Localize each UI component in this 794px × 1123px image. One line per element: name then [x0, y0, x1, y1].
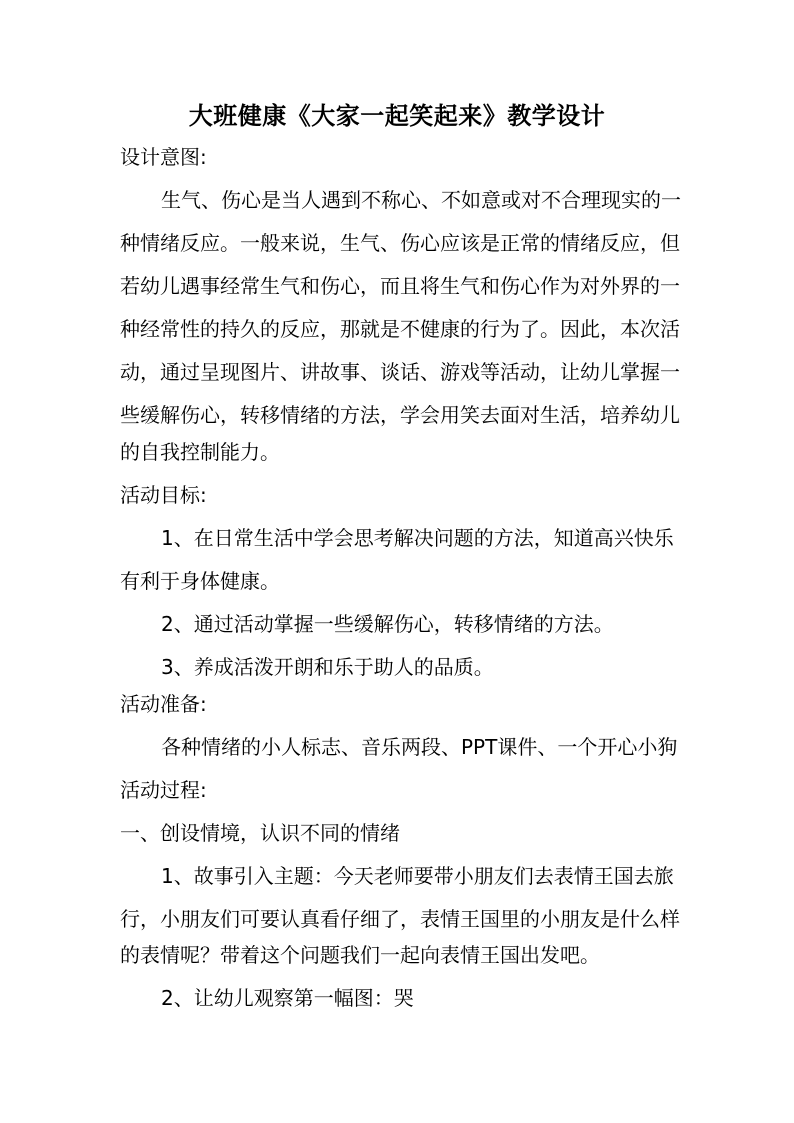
section-heading-preparation: 活动准备: — [120, 692, 207, 716]
goal-item-1: 1、在日常生活中学会思考解决问题的方法，知道高兴快乐 — [161, 526, 674, 550]
paragraph-line: 的自我控制能力。 — [120, 440, 280, 464]
paragraph-line: 动，通过呈现图片、讲故事、谈话、游戏等活动，让幼儿掌握一 — [120, 360, 680, 384]
paragraph-line: 2、让幼儿观察第一幅图：哭 — [161, 986, 414, 1010]
paragraph-line: 种经常性的持久的反应，那就是不健康的行为了。因此，本次活 — [120, 317, 680, 341]
section-heading-process: 活动过程: — [120, 778, 207, 802]
process-step-1-heading: 一、创设情境，认识不同的情绪 — [120, 821, 400, 845]
paragraph-line: 种情绪反应。一般来说，生气、伤心应该是正常的情绪反应，但 — [120, 231, 680, 255]
goal-item-3: 3、养成活泼开朗和乐于助人的品质。 — [161, 655, 494, 679]
document-title: 大班健康《大家一起笑起来》教学设计 — [188, 102, 606, 130]
paragraph-line: 生气、伤心是当人遇到不称心、不如意或对不合理现实的一 — [161, 188, 681, 212]
paragraph-line: 若幼儿遇事经常生气和伤心，而且将生气和伤心作为对外界的一 — [120, 274, 680, 298]
paragraph-line: 1、故事引入主题：今天老师要带小朋友们去表情王国去旅 — [161, 864, 674, 888]
goal-item-1-cont: 有利于身体健康。 — [120, 569, 280, 593]
paragraph-line: 行，小朋友们可要认真看仔细了，表情王国里的小朋友是什么样 — [120, 907, 680, 931]
preparation-text: 各种情绪的小人标志、音乐两段、PPT课件、一个开心小狗 — [161, 735, 678, 759]
section-heading-goals: 活动目标: — [120, 483, 207, 507]
goal-item-2: 2、通过活动掌握一些缓解伤心，转移情绪的方法。 — [161, 612, 614, 636]
paragraph-line: 的表情呢？带着这个问题我们一起向表情王国出发吧。 — [120, 943, 600, 967]
section-heading-design-intent: 设计意图: — [120, 145, 207, 169]
paragraph-line: 些缓解伤心，转移情绪的方法，学会用笑去面对生活，培养幼儿 — [120, 403, 680, 427]
